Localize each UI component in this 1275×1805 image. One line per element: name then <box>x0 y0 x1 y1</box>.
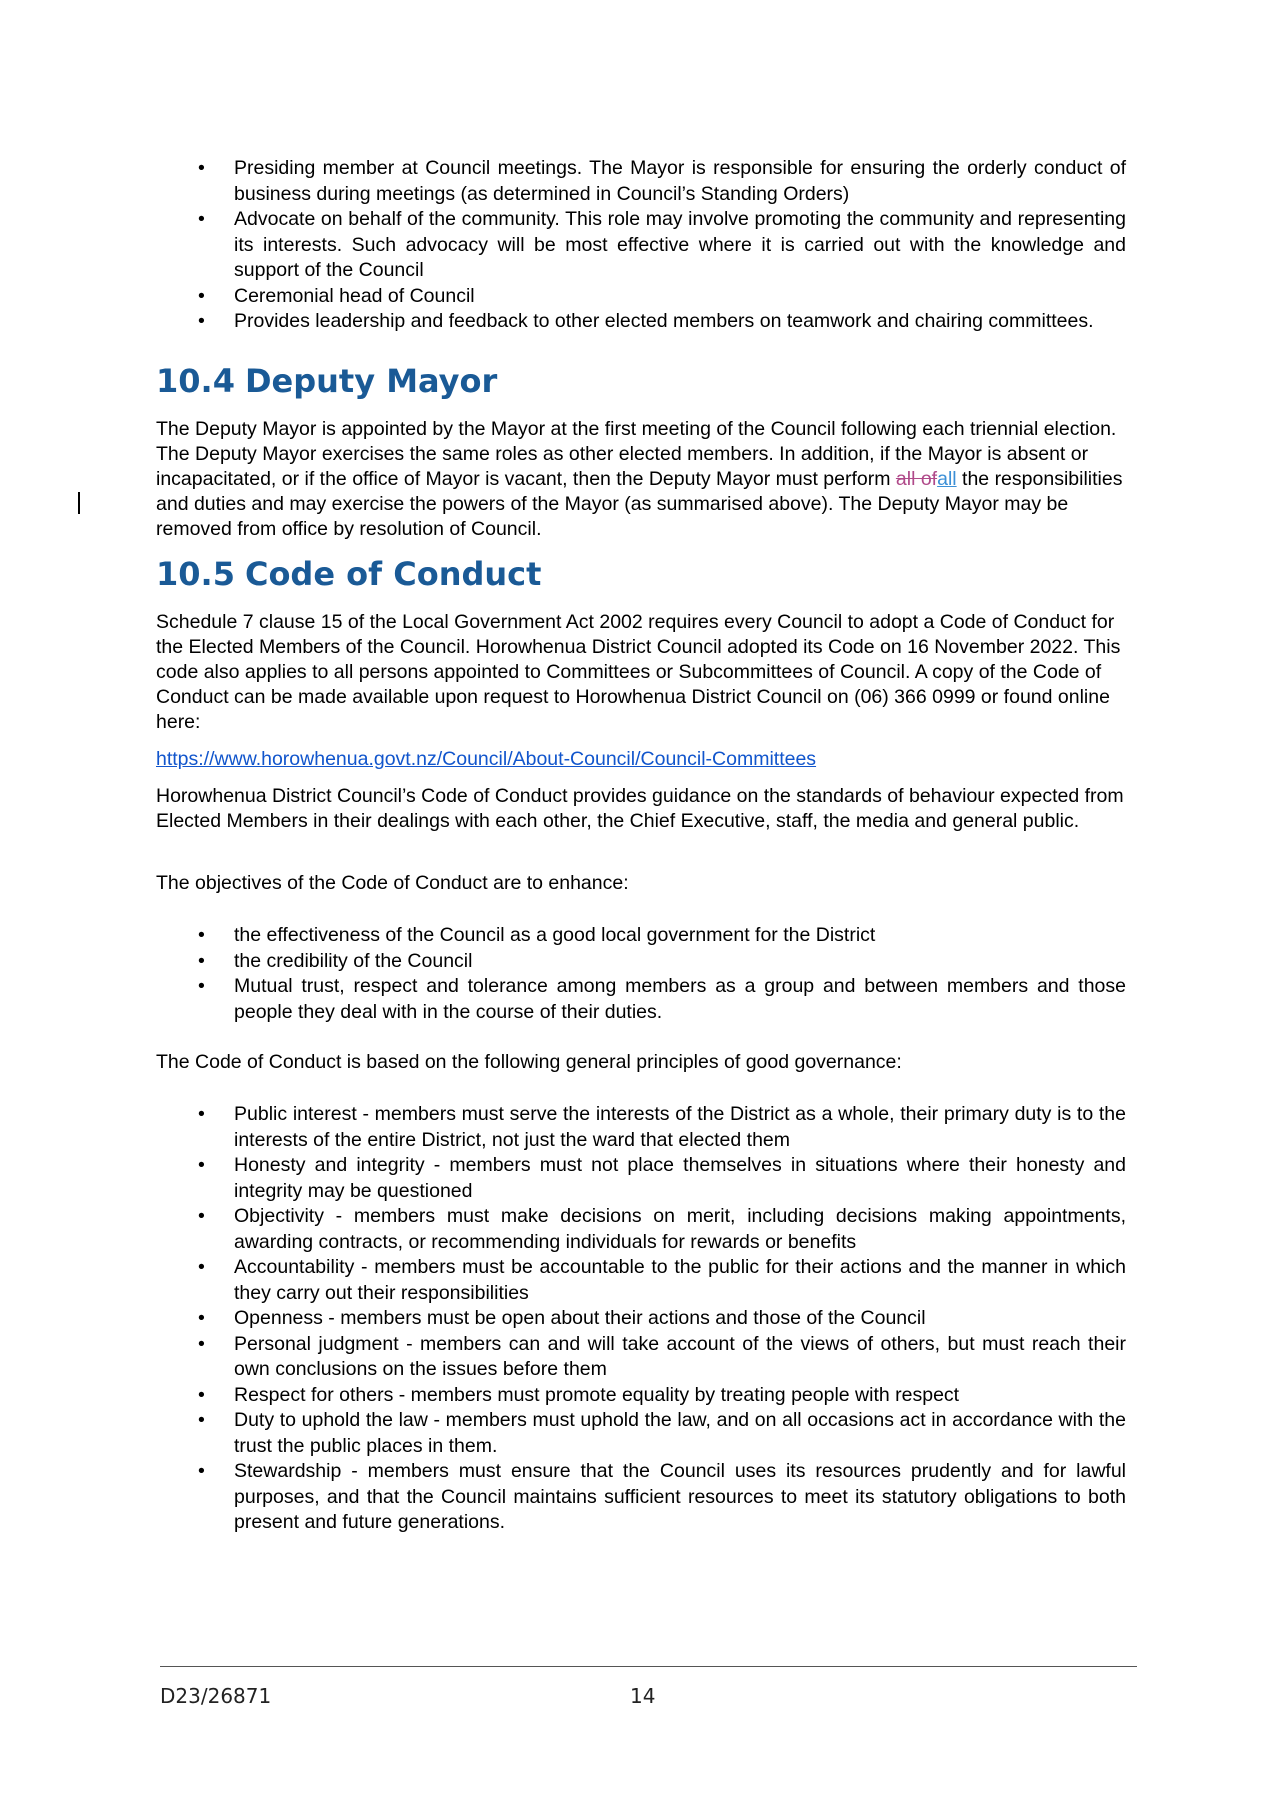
list-item <box>156 1306 1126 1332</box>
revision-change-bar <box>78 492 80 514</box>
list-item <box>156 1153 1126 1204</box>
footer-document-id: D23/26871 <box>160 1684 272 1708</box>
bullet-glyph: • <box>198 949 205 972</box>
section-number: 10.4 <box>156 362 235 400</box>
footer-page-number: 14 <box>630 1684 656 1708</box>
bullet-glyph: • <box>198 1154 205 1176</box>
bullet-glyph: • <box>198 208 205 230</box>
list-item <box>156 1408 1126 1459</box>
code-intro-paragraph: Schedule 7 clause 15 of the Local Government Act 2002 requires every Council to adopt a Code of Conduct for the Elected Members of the Council. Horowhenua District Council adopted its Code on 16 November 2022. This code also applies to all persons appointed to Committees or Subcommittees of Council. A copy of the Code of Conduct can be made available upon request to Horowhenua District Council on (06) 366 0999 or found online here: <box>156 611 1121 733</box>
bullet-glyph: • <box>198 1409 205 1431</box>
list-item <box>156 1204 1126 1255</box>
list-item-text: Stewardship - members must ensure that the Council uses its resources prudently and for lawful purposes, and that the Council maintains sufficient resources to meet its statutory obligations to both present and future generations. <box>234 1460 1126 1533</box>
bullet-glyph: • <box>198 1205 205 1227</box>
list-item <box>156 1102 1126 1153</box>
list-item-text: the effectiveness of the Council as a good local government for the District <box>234 924 876 946</box>
bullet-glyph: • <box>198 1383 205 1406</box>
list-item <box>156 1255 1126 1306</box>
list-item-text: Provides leadership and feedback to other elected members on teamwork and chairing committees. <box>234 310 1094 332</box>
list-item-text: Mutual trust, respect and tolerance among members as a group and between members and those people they deal with in the course of their duties. <box>234 975 1126 1023</box>
list-item <box>156 949 1126 975</box>
list-item <box>156 156 1126 207</box>
list-item <box>156 923 1126 949</box>
list-item-text: Respect for others - members must promote equality by treating people with respect <box>234 1383 960 1406</box>
section-title: Code of Conduct <box>244 555 542 593</box>
objectives-intro: The objectives of the Code of Conduct are to enhance: <box>156 872 629 894</box>
bullet-glyph: • <box>198 924 205 946</box>
list-item <box>156 309 1126 335</box>
list-item-text: Objectivity - members must make decisions on merit, including decisions making appointments, awarding contracts, or recommending individuals for rewards or benefits <box>234 1205 1126 1253</box>
list-item <box>156 1459 1126 1536</box>
tracked-deletion: all of <box>895 468 938 490</box>
bullet-glyph: • <box>198 1332 205 1355</box>
principles-list <box>156 1102 1126 1536</box>
paragraph-text: the responsibilities and duties and may exercise the powers of the Mayor (as summarised above). The Deputy Mayor may be removed from office by resolution of Council. <box>156 468 1123 540</box>
code-of-conduct-link-line[interactable] <box>156 747 1126 772</box>
section-heading-code-of-conduct <box>156 554 541 594</box>
list-item <box>156 284 1126 310</box>
principles-intro: The Code of Conduct is based on the following general principles of good governance: <box>156 1051 902 1073</box>
code-guidance-paragraph: Horowhenua District Council’s Code of Conduct provides guidance on the standards of behaviour expected from Elected Members in their dealings with each other, the Chief Executive, staff, the media and general public. <box>156 785 1124 832</box>
list-item-text: Ceremonial head of Council <box>234 284 475 307</box>
section-number: 10.5 <box>156 555 235 593</box>
footer-divider <box>160 1666 1137 1667</box>
list-item-text: Openness - members must be open about their actions and those of the Council <box>234 1307 926 1329</box>
bullet-glyph: • <box>198 310 205 332</box>
list-item-text: Presiding member at Council meetings. The Mayor is responsible for ensuring the orderly conduct of business during meetings (as determined in Council’s Standing Orders) <box>234 157 1126 205</box>
list-item <box>156 1383 1126 1409</box>
code-of-conduct-link[interactable]: https://www.horowhenua.govt.nz/Council/About-Council/Council-Committees <box>156 748 817 770</box>
section-title: Deputy Mayor <box>244 362 498 400</box>
list-item-text: Personal judgment - members can and will take account of the views of others, but must reach their own conclusions on the issues before them <box>234 1332 1126 1380</box>
bullet-glyph: • <box>198 1460 205 1482</box>
bullet-glyph: • <box>198 1307 205 1329</box>
list-item-text: Honesty and integrity - members must not place themselves in situations where their honesty and integrity may be questioned <box>234 1154 1126 1202</box>
list-item-text: Advocate on behalf of the community. This role may involve promoting the community and representing its interests. Such advocacy will be most effective where it is carried out with the knowledge and support of the Council <box>234 208 1126 281</box>
paragraph-text: The Deputy Mayor is appointed by the Mayor at the first meeting of the Council following each triennial election. The Deputy Mayor exercises the same roles as other elected members. In addition, if the Mayor is absent or incapacitated, or if the office of Mayor is vacant, then the Deputy Mayor must perform <box>156 418 1117 490</box>
objectives-list <box>156 923 1126 1025</box>
list-item-text: Duty to uphold the law - members must uphold the law, and on all occasions act in accordance with the trust the public places in them. <box>234 1409 1126 1457</box>
list-item-text: Accountability - members must be accountable to the public for their actions and the manner in which they carry out their responsibilities <box>234 1256 1126 1304</box>
bullet-glyph: • <box>198 1103 205 1125</box>
bullet-glyph: • <box>198 284 205 307</box>
list-item <box>156 974 1126 1025</box>
bullet-glyph: • <box>198 157 205 179</box>
mayor-roles-list <box>156 156 1126 335</box>
deputy-mayor-paragraph <box>156 417 1126 542</box>
list-item <box>156 207 1126 284</box>
bullet-glyph: • <box>198 1256 205 1278</box>
list-item <box>156 1332 1126 1383</box>
bullet-glyph: • <box>198 975 205 997</box>
list-item-text: Public interest - members must serve the interests of the District as a whole, their primary duty is to the interests of the entire District, not just the ward that elected them <box>234 1103 1126 1151</box>
tracked-insertion: all <box>937 468 957 490</box>
list-item-text: the credibility of the Council <box>234 949 473 972</box>
section-heading-deputy-mayor <box>156 361 497 401</box>
